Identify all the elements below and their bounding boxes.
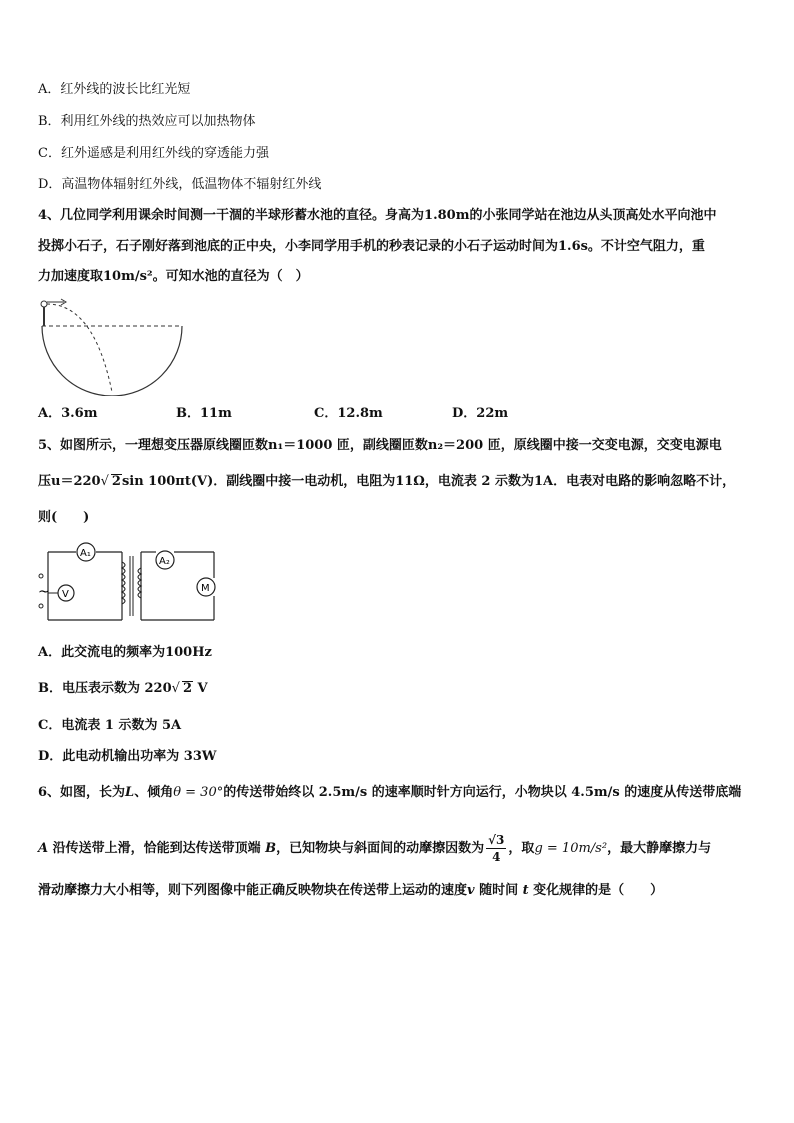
q4-option-b: B．11m — [176, 406, 232, 421]
q4-option-c: C．12.8m — [314, 406, 383, 421]
q6-stem-line2: A 沿传送带上滑，恰能到达传送带顶端 B，已知物块与斜面间的动摩擦因数为 $\frac{√3}{4}$ ，取g = 10m/s²，最大静摩擦力与 — [38, 833, 712, 864]
sqrt-2: 2 — [111, 474, 121, 489]
q4-option-a: A．3.6m — [38, 406, 98, 421]
ac-source-symbol: ~ — [38, 584, 50, 600]
q6-stem-line3: 滑动摩擦力大小相等，则下列图像中能正确反映物块在传送带上运动的速度v 随时间 t 变化规律的是（ ） — [38, 883, 664, 898]
q3-option-b: B．利用红外线的热效应可以加热物体 — [38, 114, 256, 129]
transformer-circuit-diagram — [36, 542, 226, 624]
hemisphere-pool-diagram — [34, 296, 190, 396]
q5-option-d: D．此电动机输出功率为 33W — [38, 749, 217, 764]
sqrt-2: 2 — [182, 681, 192, 696]
motor-label: M — [201, 583, 210, 594]
q5-stem-line3: 则( ) — [38, 510, 90, 525]
q4-stem-line3: 力加速度取10m/s²。可知水池的直径为（ ） — [38, 269, 309, 284]
ammeter-1-label: A₁ — [80, 548, 91, 559]
q4-option-d: D．22m — [452, 406, 509, 421]
voltmeter-label: V — [62, 589, 69, 600]
q3-option-c: C．红外遥感是利用红外线的穿透能力强 — [38, 146, 269, 161]
q4-stem-line2: 投掷小石子，石子刚好落到池底的正中央，小李同学用手机的秒表记录的小石子运动时间为1.6s。不计空气阻力，重 — [38, 239, 705, 254]
ammeter-2-label: A₂ — [159, 556, 170, 567]
q5-option-c: C．电流表 1 示数为 5A — [38, 718, 182, 733]
friction-coefficient-fraction: $\frac{√3}{4}$ — [488, 833, 505, 864]
q5-stem-line1: 5、如图所示，一理想变压器原线圈匝数n₁＝1000 匝，副线圈匝数n₂＝200 匝，原线圈中接一交变电源，交变电源电 — [38, 438, 722, 453]
q5-option-b: B．电压表示数为 220√ 2 V — [38, 681, 208, 696]
q6-stem-line1: 6、如图，长为L、倾角θ = 30°的传送带始终以 2.5m/s 的速率顺时针方向运行，小物块以 4.5m/s 的速度从传送带底端 — [38, 785, 742, 800]
q3-option-a: A．红外线的波长比红光短 — [38, 82, 191, 97]
q3-option-d: D．高温物体辐射红外线，低温物体不辐射红外线 — [38, 177, 322, 192]
q5-option-a: A．此交流电的频率为100Hz — [38, 645, 212, 660]
q5-stem-line2: 压u＝220√ 2sin 100πt(V)．副线圈中接一电动机，电阻为11Ω，电流表 2 示数为1A．电表对电路的影响忽略不计， — [38, 474, 736, 489]
q4-stem-line1: 4、几位同学利用课余时间测一干涸的半球形蓄水池的直径。身高为1.80m的小张同学站在池边从头顶高处水平向池中 — [38, 208, 717, 223]
